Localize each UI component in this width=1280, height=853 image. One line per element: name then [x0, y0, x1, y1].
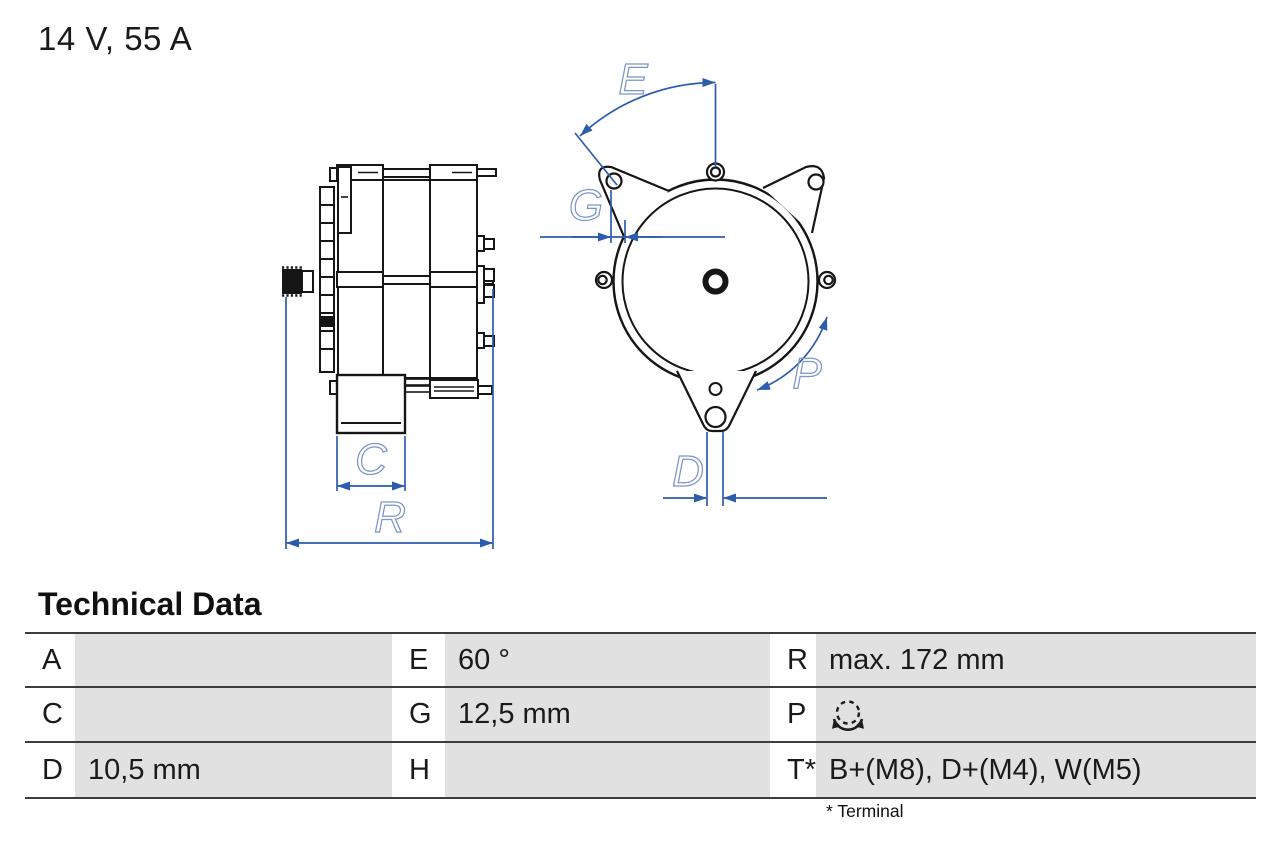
rotation-direction-icon	[829, 698, 867, 734]
table-value-H	[445, 743, 770, 797]
table-key-T: T*	[770, 743, 816, 797]
table-value-A	[75, 634, 392, 688]
mounting-ear-right	[763, 166, 824, 233]
table-key-E: E	[392, 634, 445, 688]
table-value-G: 12,5 mm	[445, 688, 770, 743]
mounting-ear-left	[599, 167, 669, 239]
front-inner-ring	[623, 189, 809, 375]
alternator-housing	[337, 165, 496, 398]
table-key-A: A	[25, 634, 75, 688]
table-key-P: P	[770, 688, 816, 743]
dimension-label-C: C	[355, 435, 387, 484]
ear-hole-right	[809, 175, 824, 190]
page-title: 14 V, 55 A	[38, 20, 193, 57]
table-key-H: H	[392, 743, 445, 797]
shaft-collar	[302, 271, 313, 292]
table-key-R: R	[770, 634, 816, 688]
table-value-P	[816, 688, 1256, 743]
shaft-thread	[282, 269, 302, 294]
dimension-label-P: P	[792, 349, 822, 398]
shaft-center-hole	[706, 272, 726, 292]
table-value-T: B+(M8), D+(M4), W(M5)	[816, 743, 1256, 797]
dimension-label-E: E	[618, 55, 648, 104]
foot-hole-small	[710, 383, 722, 395]
alternator-side-view	[282, 165, 496, 433]
technical-data-heading: Technical Data	[38, 586, 262, 622]
regulator-box	[337, 375, 405, 433]
dimension-label-D: D	[672, 447, 704, 496]
table-key-C: C	[25, 688, 75, 743]
table-key-D: D	[25, 743, 75, 797]
dimension-arc-E	[580, 83, 716, 137]
mounting-foot	[677, 371, 756, 431]
foot-hole-large	[706, 407, 726, 427]
dimension-label-G: G	[568, 181, 604, 230]
table-value-E: 60 °	[445, 634, 770, 688]
side-lug-left	[596, 272, 612, 288]
rear-bolts	[477, 236, 494, 348]
dimension-label-R: R	[374, 493, 406, 542]
terminal-footnote: * Terminal	[826, 801, 904, 821]
table-value-R: max. 172 mm	[816, 634, 1256, 688]
cooling-fan-ribs	[320, 187, 334, 372]
table-key-G: G	[392, 688, 445, 743]
table-value-C	[75, 688, 392, 743]
side-lug-right	[819, 272, 835, 288]
table-value-D: 10,5 mm	[75, 743, 392, 797]
technical-data-table	[25, 632, 1256, 799]
